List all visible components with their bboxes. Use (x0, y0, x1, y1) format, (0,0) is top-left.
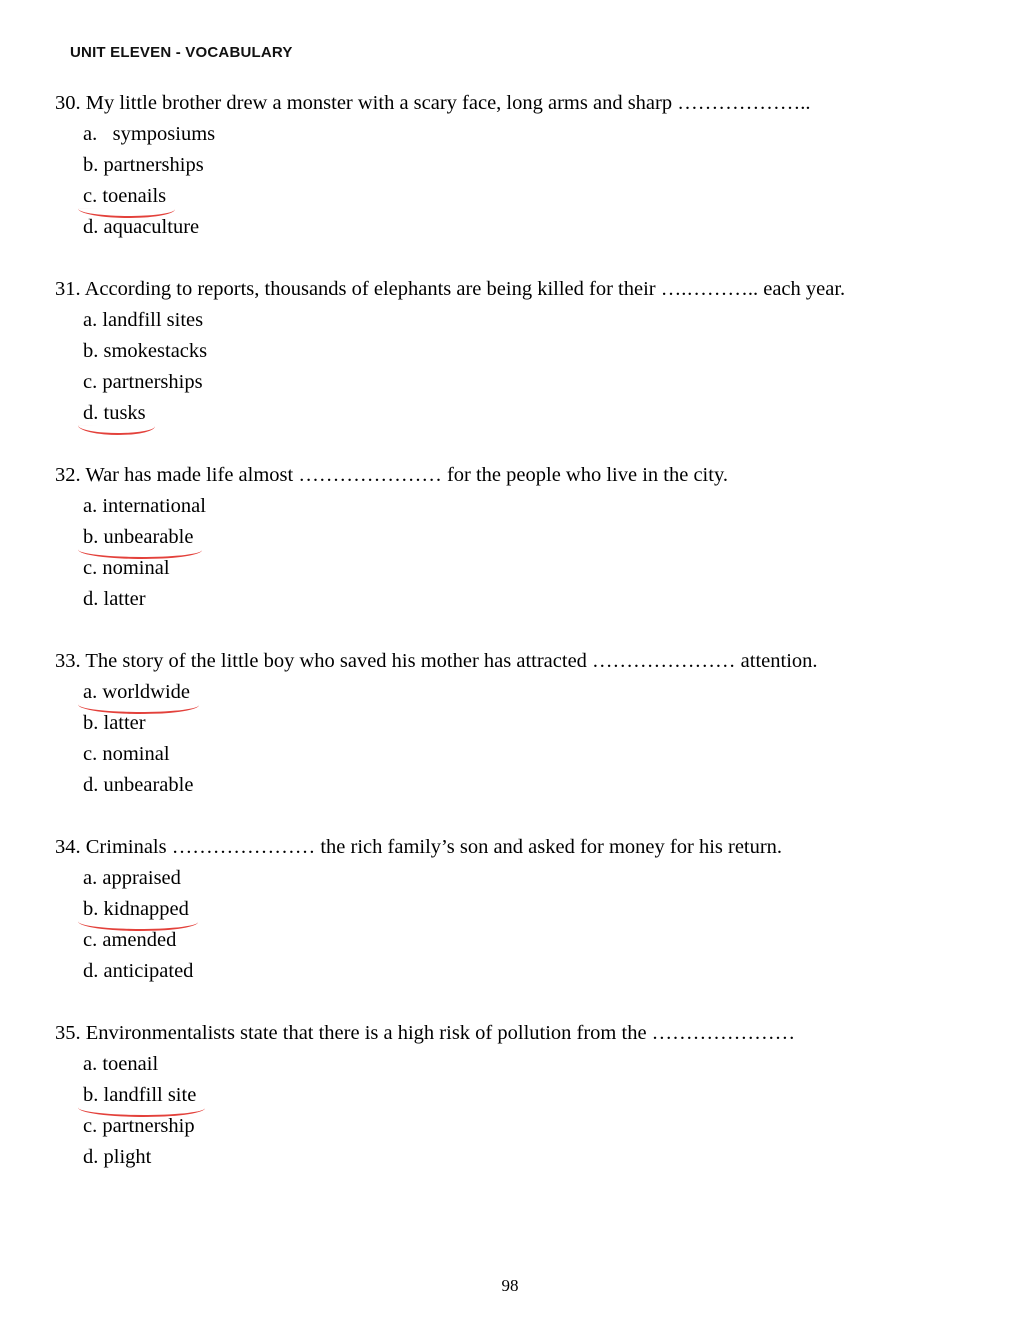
option-text: b. unbearable (83, 522, 193, 553)
question-30 (55, 88, 980, 243)
option-b (83, 336, 980, 367)
unit-header: UNIT ELEVEN - VOCABULARY (70, 44, 293, 61)
option-text: d. aquaculture (83, 216, 200, 238)
option-a (83, 1049, 980, 1080)
question-31 (55, 274, 980, 429)
question-35 (55, 1018, 980, 1173)
option-d (83, 398, 980, 429)
option-a (83, 677, 980, 708)
option-text: a. appraised (83, 867, 181, 889)
question-34 (55, 832, 980, 987)
option-a (83, 305, 980, 336)
question-text: 30. My little brother drew a monster with a scary face, long arms and sharp ……………….. (55, 92, 811, 114)
option-b (83, 708, 980, 739)
options-list (55, 863, 980, 987)
question-32 (55, 460, 980, 615)
option-text: c. nominal (83, 557, 170, 579)
option-a (83, 863, 980, 894)
option-c (83, 1111, 980, 1142)
question-text: 34. Criminals ………………… the rich family’s son and asked for money for his return. (55, 836, 783, 858)
option-a (83, 491, 980, 522)
options-list (55, 677, 980, 801)
option-text: c. toenails (83, 181, 166, 212)
option-text: b. landfill site (83, 1080, 196, 1111)
question-text: 35. Environmentalists state that there is a high risk of pollution from the ………………… (55, 1022, 796, 1044)
option-d (83, 212, 980, 243)
option-text: b. smokestacks (83, 340, 208, 362)
options-list (55, 305, 980, 429)
question-33 (55, 646, 980, 801)
option-text: d. anticipated (83, 960, 194, 982)
question-text: 32. War has made life almost ………………… for the people who live in the city. (55, 464, 728, 486)
page-number: 98 (501, 1276, 519, 1295)
option-text: c. partnerships (83, 371, 203, 393)
option-text: d. latter (83, 588, 146, 610)
questions-container (55, 88, 980, 1173)
question-text: 31. According to reports, thousands of elephants are being killed for their ….……….. each year. (55, 278, 846, 300)
option-text: c. partnership (83, 1115, 195, 1137)
option-text: a. symposiums (83, 123, 216, 145)
option-text: a. toenail (83, 1053, 159, 1075)
option-text: a. worldwide (83, 677, 190, 708)
option-b (83, 1080, 980, 1111)
option-text: c. nominal (83, 743, 170, 765)
option-c (83, 181, 980, 212)
option-text: d. plight (83, 1146, 152, 1168)
option-text: b. partnerships (83, 154, 204, 176)
option-c (83, 739, 980, 770)
option-d (83, 770, 980, 801)
option-c (83, 925, 980, 956)
option-text: a. international (83, 495, 206, 517)
question-text: 33. The story of the little boy who saved his mother has attracted ………………… attention. (55, 650, 818, 672)
option-text: c. amended (83, 929, 177, 951)
option-text: a. landfill sites (83, 309, 204, 331)
options-list (55, 491, 980, 615)
options-list (55, 119, 980, 243)
option-a (83, 119, 980, 150)
option-text: b. latter (83, 712, 146, 734)
option-text: b. kidnapped (83, 894, 189, 925)
option-b (83, 894, 980, 925)
option-b (83, 522, 980, 553)
option-d (83, 1142, 980, 1173)
option-text: d. tusks (83, 398, 146, 429)
option-c (83, 553, 980, 584)
option-b (83, 150, 980, 181)
options-list (55, 1049, 980, 1173)
option-text: d. unbearable (83, 774, 194, 796)
option-c (83, 367, 980, 398)
option-d (83, 584, 980, 615)
option-d (83, 956, 980, 987)
